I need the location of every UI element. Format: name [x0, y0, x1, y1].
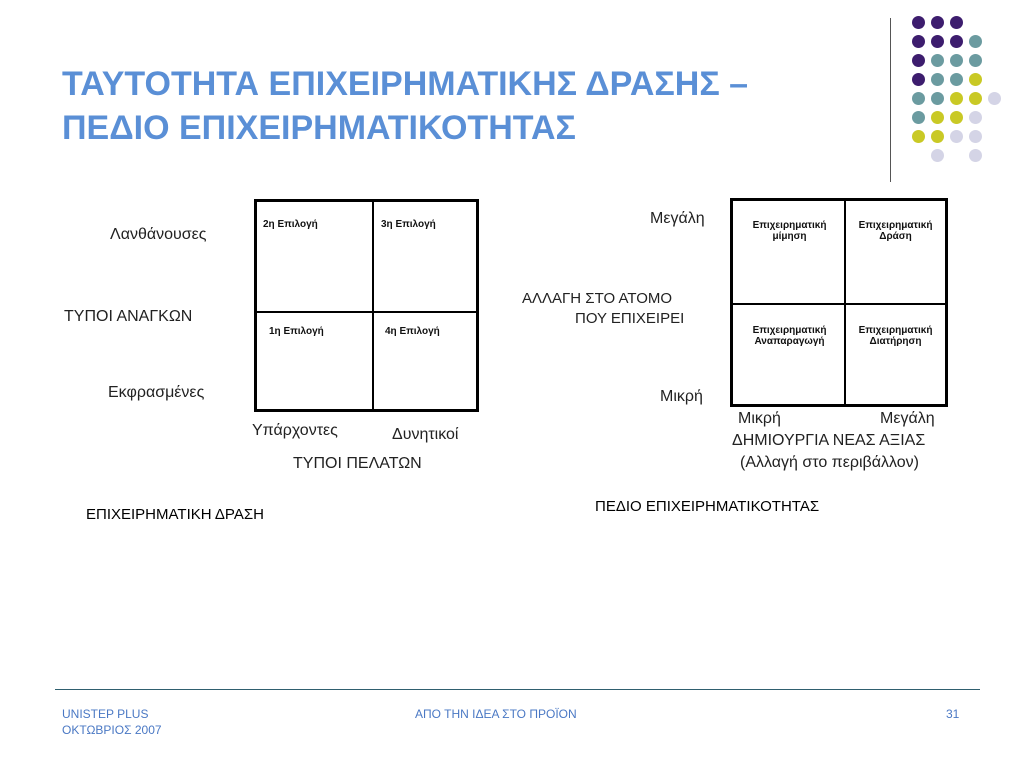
footer-left: [62, 706, 162, 738]
entrepreneurship-field-caption: ΠΕΔΙΟ ΕΠΙΧΕΙΡΗΜΑΤΙΚΟΤΗΤΑΣ: [595, 498, 820, 515]
page-number: 31: [946, 707, 960, 721]
footer-date: ΟΚΤΩΒΡΙΟΣ 2007: [62, 723, 162, 737]
slide-title-line-1: ΤΑΥΤΟΤΗΤΑ ΕΠΙΧΕΙΡΗΜΑΤΙΚΗΣ ΔΡΑΣΗΣ –: [62, 65, 749, 103]
slide-title-line-2: ΠΕΔΙΟ ΕΠΙΧΕΙΡΗΜΑΤΙΚΟΤΗΤΑΣ: [62, 109, 576, 147]
quadrant-top-left: Επιχειρηματική μίμηση: [752, 220, 827, 242]
x-label-left: Υπάρχοντες: [252, 422, 338, 439]
footer-center-title: ΑΠΟ ΤΗΝ ΙΔΕΑ ΣΤΟ ΠΡΟΪΟΝ: [415, 707, 577, 721]
x-label-right: Δυνητικοί: [392, 426, 459, 443]
y-axis-title: ΤΥΠΟΙ ΑΝΑΓΚΩΝ: [64, 308, 193, 325]
y-axis-title-line-2: ΠΟΥ ΕΠΙΧΕΙΡΕΙ: [575, 310, 685, 327]
x-axis-title-line-1: ΔΗΜΙΟΥΡΓΙΑ ΝΕΑΣ ΑΞΙΑΣ: [732, 432, 926, 449]
y-label-bottom: Μικρή: [660, 388, 703, 405]
decorative-dot: [950, 54, 963, 67]
decorative-dot: [950, 73, 963, 86]
quadrant-bottom-right: 4η Επιλογή: [385, 326, 440, 337]
decorative-dot: [988, 92, 1001, 105]
x-axis-title-line-2: (Αλλαγή στο περιβάλλον): [740, 454, 919, 471]
decorative-dot: [931, 92, 944, 105]
decorative-dot: [950, 130, 963, 143]
business-action-caption: ΕΠΙΧΕΙΡΗΜΑΤΙΚΗ ΔΡΑΣΗ: [86, 506, 264, 523]
decorative-dot: [912, 16, 925, 29]
decorative-dot: [912, 35, 925, 48]
entrepreneurship-grid: [730, 198, 948, 407]
quadrant-bottom-right: Επιχειρηματική Διατήρηση: [858, 325, 933, 347]
decorative-dot: [931, 130, 944, 143]
decorative-dot: [912, 54, 925, 67]
business-action-grid: [254, 199, 479, 412]
decorative-dot: [931, 35, 944, 48]
grid-horizontal-divider: [733, 303, 945, 305]
decorative-dot: [969, 92, 982, 105]
decorative-dot: [969, 149, 982, 162]
quadrant-bottom-left: 1η Επιλογή: [269, 326, 324, 337]
quadrant-bottom-left: Επιχειρηματική Αναπαραγωγή: [752, 325, 827, 347]
y-axis-title-line-1: ΑΛΛΑΓΗ ΣΤΟ ΑΤΟΜΟ: [522, 290, 673, 307]
footer-divider: [55, 689, 980, 690]
decorative-vertical-line: [890, 18, 891, 182]
decorative-dot: [912, 111, 925, 124]
decorative-dot: [950, 92, 963, 105]
quadrant-top-right: 3η Επιλογή: [381, 219, 436, 230]
x-label-right: Μεγάλη: [880, 410, 935, 427]
decorative-dot: [931, 111, 944, 124]
x-axis-title: ΤΥΠΟΙ ΠΕΛΑΤΩΝ: [293, 455, 422, 472]
decorative-dot: [969, 73, 982, 86]
decorative-dot: [950, 111, 963, 124]
decorative-dot: [931, 73, 944, 86]
decorative-dot: [950, 35, 963, 48]
quadrant-top-left: 2η Επιλογή: [263, 219, 318, 230]
grid-horizontal-divider: [257, 311, 476, 313]
decorative-dot: [969, 111, 982, 124]
quadrant-top-right: Επιχειρηματική Δράση: [858, 220, 933, 242]
decorative-dot: [931, 54, 944, 67]
y-label-top: Μεγάλη: [650, 210, 705, 227]
decorative-dot: [931, 149, 944, 162]
decorative-dot: [969, 35, 982, 48]
decorative-dot: [912, 92, 925, 105]
decorative-dot: [969, 130, 982, 143]
decorative-dot: [912, 73, 925, 86]
decorative-dot: [950, 16, 963, 29]
y-label-bottom: Εκφρασμένες: [108, 384, 205, 401]
decorative-dot: [969, 54, 982, 67]
footer-organization: UNISTEP PLUS: [62, 707, 149, 721]
decorative-dot: [912, 130, 925, 143]
x-label-left: Μικρή: [738, 410, 781, 427]
slide-title: [62, 62, 892, 150]
decorative-dot: [931, 16, 944, 29]
grid-vertical-divider: [372, 202, 374, 409]
y-label-top: Λανθάνουσες: [110, 226, 207, 243]
